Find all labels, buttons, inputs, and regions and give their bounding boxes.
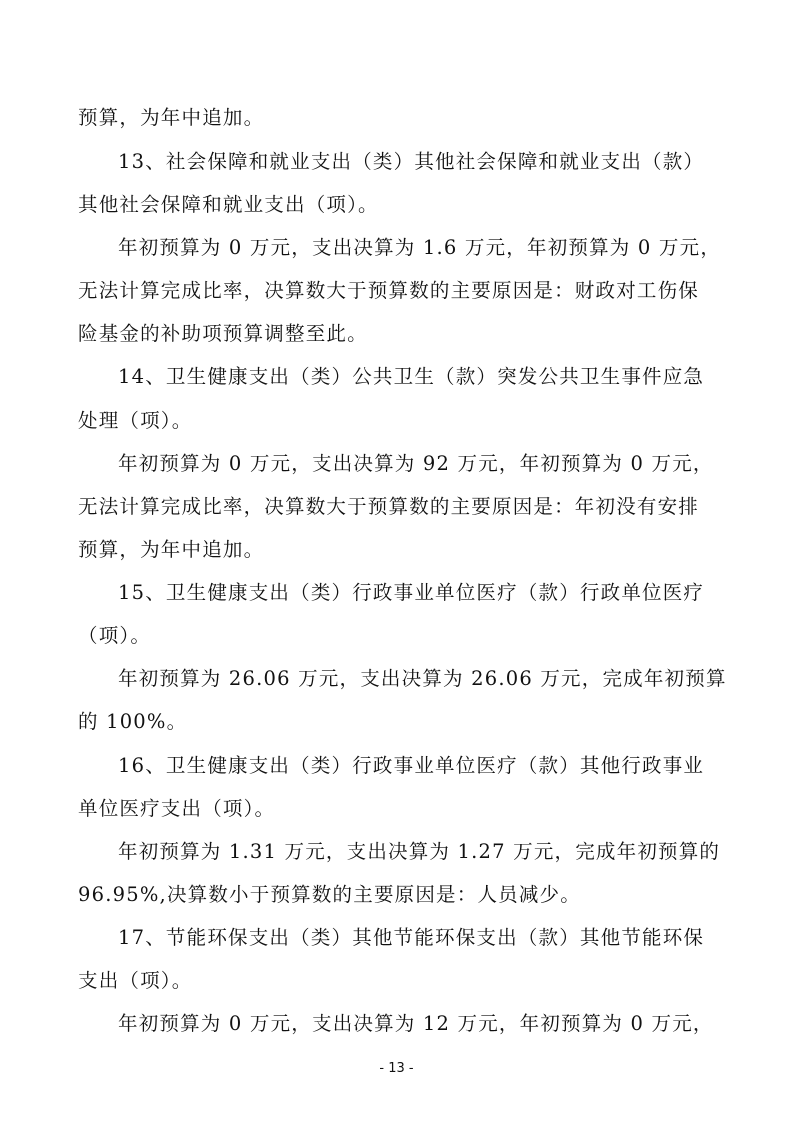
text-line: 年初预算为 26.06 万元，支出决算为 26.06 万元，完成年初预算 <box>118 667 727 690</box>
text-line: 其他社会保障和就业支出（项）。 <box>78 193 379 216</box>
text-line: 无法计算完成比率，决算数大于预算数的主要原因是：财政对工伤保 <box>78 279 700 302</box>
text-line: 17、节能环保支出（类）其他节能环保支出（款）其他节能环保 <box>118 926 705 949</box>
page-number: - 13 - <box>379 1061 414 1076</box>
text-line: 16、卫生健康支出（类）行政事业单位医疗（款）其他行政事业 <box>118 754 705 777</box>
text-line: 13、社会保障和就业支出（类）其他社会保障和就业支出（款） <box>118 150 705 173</box>
text-line: 年初预算为 0 万元，支出决算为 1.6 万元，年初预算为 0 万元， <box>118 236 722 259</box>
text-line: 单位医疗支出（项）。 <box>78 797 276 820</box>
text-line: 年初预算为 0 万元，支出决算为 12 万元，年初预算为 0 万元， <box>118 1012 714 1035</box>
text-line: 14、卫生健康支出（类）公共卫生（款）突发公共卫生事件应急 <box>118 365 705 388</box>
text-line: 处理（项）。 <box>78 409 193 432</box>
text-line: 预算，为年中追加。 <box>78 106 265 129</box>
text-line: 的 100%。 <box>78 710 188 733</box>
text-line: （项）。 <box>78 624 152 647</box>
text-line: 96.95%,决算数小于预算数的主要原因是：人员减少。 <box>78 883 581 906</box>
text-line: 支出（项）。 <box>78 969 193 992</box>
text-line: 险基金的补助项预算调整至此。 <box>78 322 368 345</box>
text-line: 年初预算为 0 万元，支出决算为 92 万元，年初预算为 0 万元， <box>118 452 714 475</box>
text-line: 无法计算完成比率，决算数大于预算数的主要原因是：年初没有安排 <box>78 495 700 518</box>
text-line: 预算，为年中追加。 <box>78 538 265 561</box>
text-line: 年初预算为 1.31 万元，支出决算为 1.27 万元，完成年初预算的 <box>118 840 721 863</box>
text-line: 15、卫生健康支出（类）行政事业单位医疗（款）行政单位医疗 <box>118 581 705 604</box>
